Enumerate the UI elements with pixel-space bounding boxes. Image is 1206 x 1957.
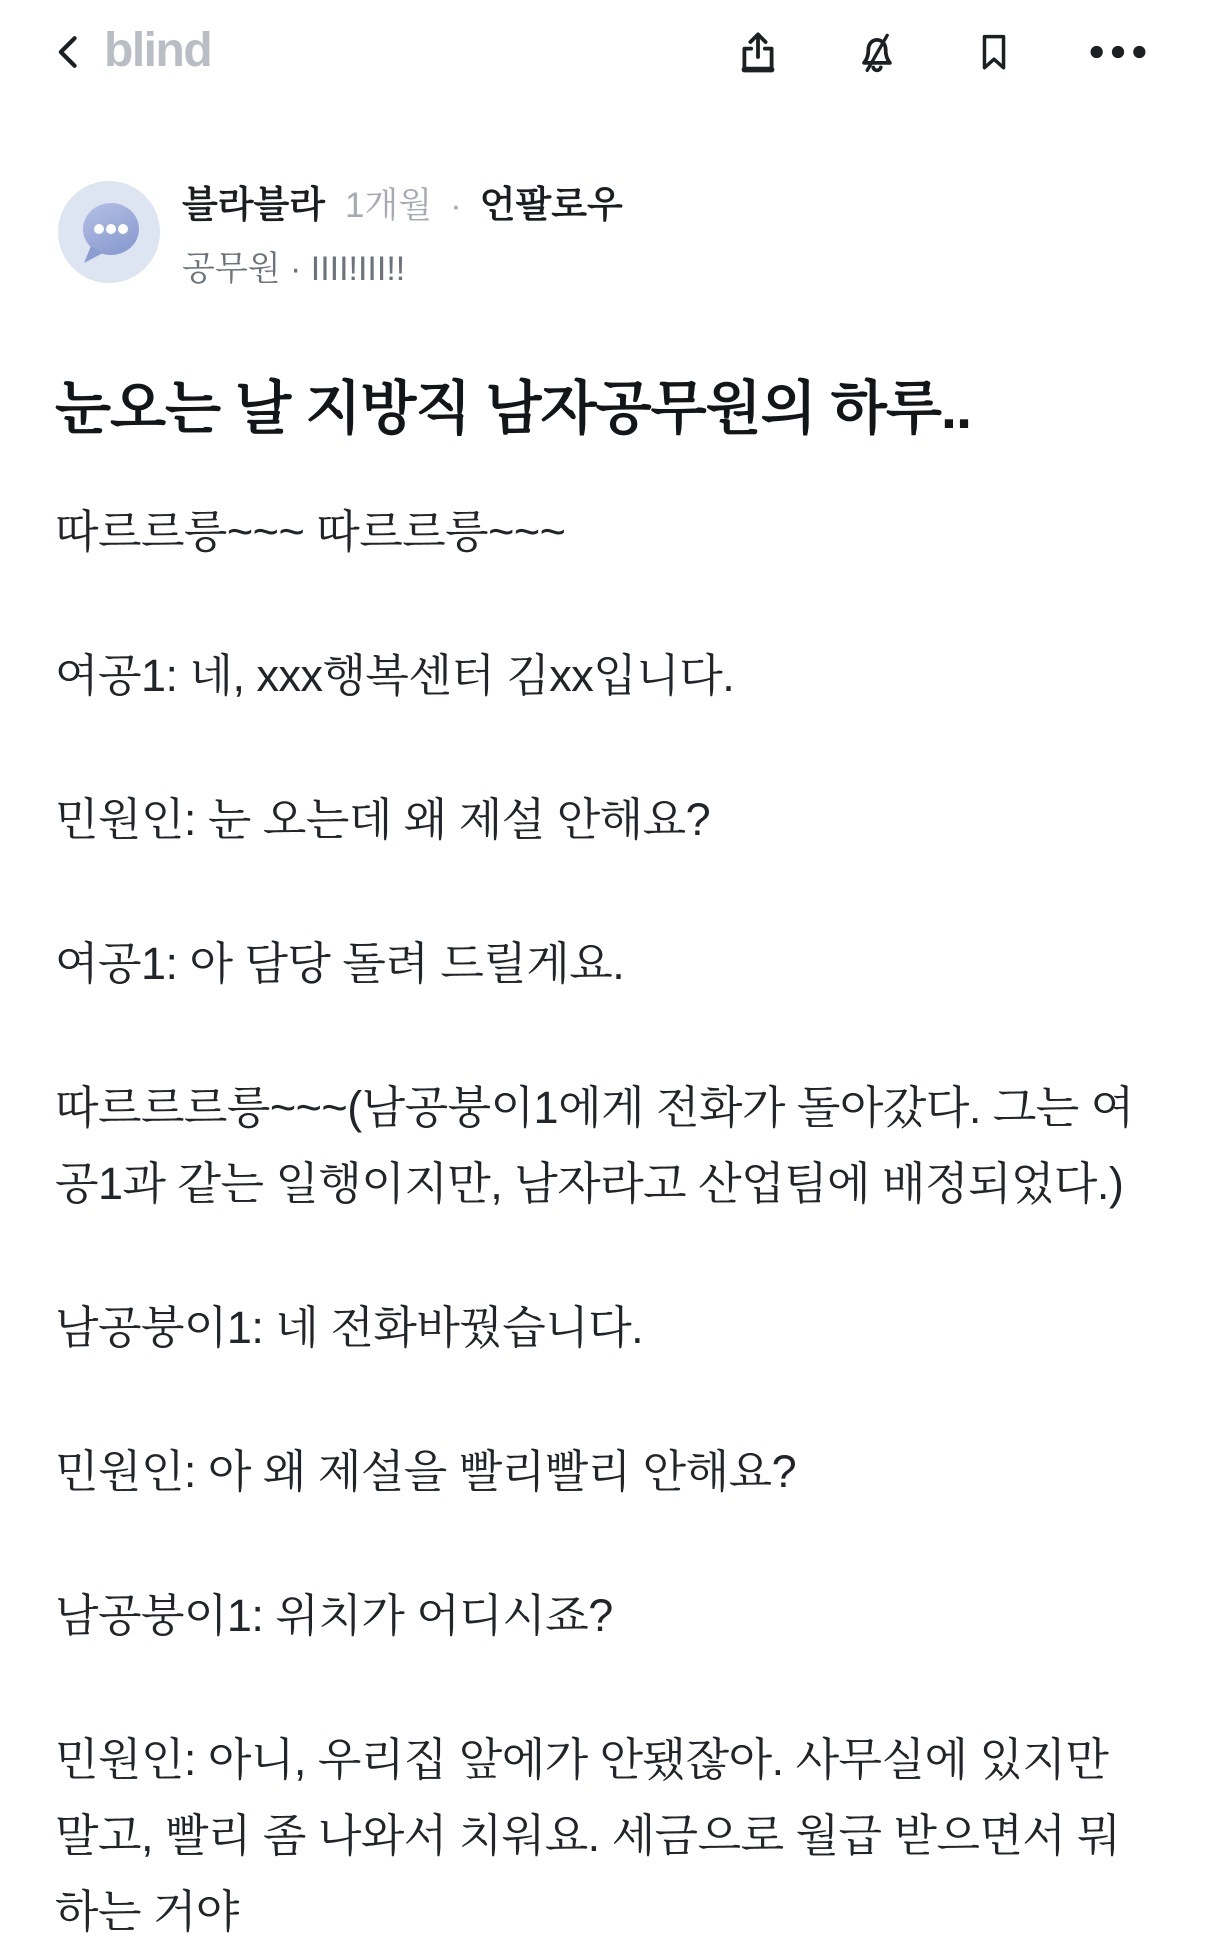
post-title: 눈오는 날 지방직 남자공무원의 하루..: [55, 376, 972, 441]
mute-notifications-button[interactable]: [852, 25, 902, 79]
bookmark-button[interactable]: [972, 26, 1016, 78]
chevron-left-icon: [48, 28, 92, 76]
author-info: [182, 174, 623, 290]
topbar-actions: [734, 25, 1150, 79]
bookmark-icon: [972, 26, 1016, 78]
share-button[interactable]: [734, 26, 782, 78]
avatar[interactable]: [58, 181, 160, 283]
post-paragraph: 민원인: 아 왜 제설을 빨리빨리 안해요?: [55, 1445, 797, 1497]
post-timestamp: 1개월: [344, 186, 433, 225]
author-meta: 공무원 · IIII!III!!: [182, 250, 406, 288]
top-navigation-bar: [0, 0, 1206, 104]
unfollow-button[interactable]: 언팔로우: [480, 174, 623, 228]
post-paragraph: 여공1: 아 담당 돌려 드릴게요.: [55, 937, 625, 989]
speech-bubble-icon: [58, 181, 160, 283]
meta-separator-dot: ·: [450, 186, 462, 225]
author-name: 블라블라: [182, 184, 325, 225]
author-section: [0, 174, 1206, 290]
bell-slash-icon: [852, 25, 902, 79]
post-paragraph: 여공1: 네, xxx행복센터 김xx입니다.: [55, 649, 735, 701]
share-icon: [734, 26, 782, 78]
post-paragraph: 남공붕이1: 네 전화바꿨습니다.: [55, 1301, 644, 1353]
post-body: [0, 494, 1206, 1950]
post-paragraph: 민원인: 눈 오는데 왜 제설 안해요?: [55, 793, 711, 845]
post-paragraph: 따르르릉~~~ 따르르릉~~~: [55, 505, 566, 557]
post-paragraph: 민원인: 아니, 우리집 앞에가 안됐잖아. 사무실에 있지만 말고, 빨리 좀 나와서 치워요. 세금으로 월급 받으면서 뭐하는 거야: [55, 1733, 1121, 1937]
ellipsis-icon: [1086, 28, 1150, 76]
post-paragraph: 남공붕이1: 위치가 어디시죠?: [55, 1589, 613, 1641]
blind-logo: blind: [104, 23, 212, 77]
back-button[interactable]: [48, 28, 92, 76]
more-button[interactable]: [1086, 28, 1150, 76]
post-paragraph: 따르르르릉~~~(남공붕이1에게 전화가 돌아갔다. 그는 여공1과 같는 일행이지만, 남자라고 산업팀에 배정되었다.): [55, 1081, 1134, 1209]
